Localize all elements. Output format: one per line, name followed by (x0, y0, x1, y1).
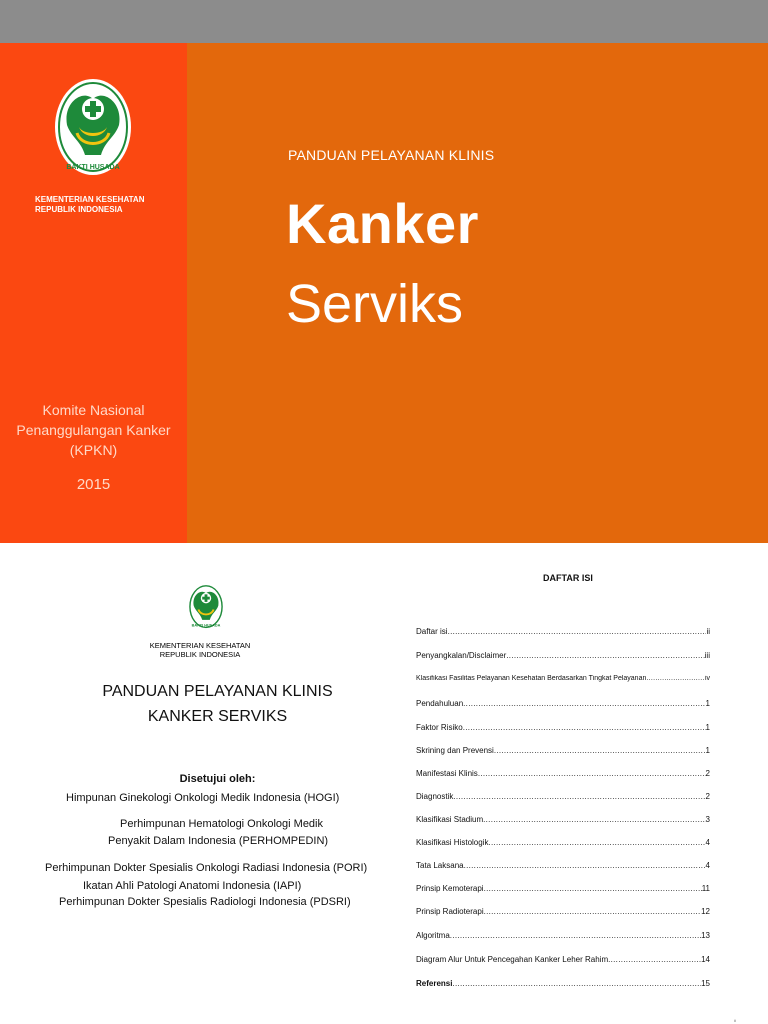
toc-leader (478, 769, 706, 778)
toc-entry-label: Daftar isi (416, 627, 448, 636)
toc-leader (453, 792, 705, 801)
toc-entry[interactable] (416, 699, 710, 708)
toc-entry[interactable] (416, 792, 710, 801)
toc-entry-label: Faktor Risiko (416, 723, 463, 732)
organization-item: Ikatan Ahli Patologi Anatomi Indonesia (IAPI) (83, 880, 302, 892)
toc-entry[interactable] (416, 861, 710, 870)
approved-by-label: Disetujui oleh: (179, 773, 256, 785)
toc-entry-page: 15 (701, 979, 710, 988)
committee-line-1: Komite Nasional (42, 402, 145, 418)
toc-leader (484, 907, 702, 916)
publication-year: 2015 (76, 476, 111, 493)
toc-entry-label: Prinsip Radioterapi (416, 907, 484, 916)
cover-left-panel (0, 43, 187, 543)
ministry-line-2: REPUBLIK INDONESIA (159, 650, 241, 659)
ministry-line-1: KEMENTERIAN KESEHATAN (35, 195, 145, 204)
cover-title-line-1: Kanker (286, 192, 479, 255)
toc-entry[interactable] (416, 931, 710, 940)
toc-entry-label: Diagnostik (416, 792, 454, 801)
toc-entry[interactable] (416, 979, 710, 988)
organization-item: Penyakit Dalam Indonesia (PERHOMPEDIN) (108, 835, 329, 847)
toc-entry-page: 2 (705, 769, 710, 778)
toc-entry-label: Tata Laksana (416, 861, 464, 870)
toc-entry-label: Skrining dan Prevensi (416, 746, 494, 755)
toc-entry-label: Klasifikasi Stadium (416, 815, 484, 824)
toc-leader (463, 699, 705, 708)
committee-name (0, 400, 187, 460)
toc-entry-page: 14 (701, 955, 710, 964)
toc-leader (483, 815, 705, 824)
title-page (0, 543, 400, 1024)
ministry-line-1: KEMENTERIAN KESEHATAN (149, 641, 251, 650)
toc-entry-label: Diagram Alur Untuk Pencegahan Kanker Leher Rahim (416, 955, 609, 964)
heading-line-1: PANDUAN PELAYANAN KLINIS (102, 683, 333, 700)
toc-entry-label: Prinsip Kemoterapi (416, 884, 484, 893)
cover-page (0, 43, 768, 543)
toc-leader (464, 861, 706, 870)
toc-leader (506, 651, 704, 660)
toc-entry[interactable] (416, 723, 710, 732)
toc-leader (484, 884, 702, 893)
toc-entry-page: 2 (705, 792, 710, 801)
toc-entry-label: Manifestasi Klinis (416, 769, 478, 778)
toc-entry-label: Penyangkalan/Disclaimer (416, 651, 507, 660)
committee-line-3: (KPKN) (69, 442, 118, 458)
ministry-line-2: REPUBLIK INDONESIA (35, 205, 123, 214)
toc-leader (463, 723, 706, 732)
toc-entry[interactable] (416, 651, 710, 660)
bakti-husada-logo-icon (53, 77, 133, 187)
page-number: ii (734, 1018, 736, 1023)
toc-entry[interactable] (416, 675, 710, 682)
toc-leader (452, 979, 701, 988)
cover-title-line-2: Serviks (286, 274, 464, 334)
bakti-husada-logo-icon (187, 583, 225, 635)
toc-entry[interactable] (416, 769, 710, 778)
toc-entry-page: 4 (705, 861, 710, 870)
toc-leader (646, 675, 705, 682)
toc-entry-page: 1 (705, 699, 710, 708)
toc-leader (448, 627, 707, 636)
toc-entry-label: Klasifikasi Histologik (416, 838, 489, 847)
toc-entry[interactable] (416, 746, 710, 755)
toc-leader (450, 931, 701, 940)
organization-item: Perhimpunan Dokter Spesialis Radiologi Indonesia (PDSRI) (59, 896, 351, 908)
ministry-name (0, 195, 187, 215)
toc-entry-page: 4 (705, 838, 710, 847)
document-heading (0, 679, 435, 729)
toc-entry[interactable] (416, 955, 710, 964)
toc-entry-page: 12 (701, 907, 710, 916)
toc-entry-page: ii (706, 627, 710, 636)
toc-entry-page: 11 (701, 884, 710, 893)
toc-entry-label: Pendahuluan (416, 699, 464, 708)
toc-entry-page: 13 (701, 931, 710, 940)
ministry-name (0, 641, 400, 659)
toc-leader (488, 838, 705, 847)
toc-leader (608, 955, 701, 964)
toc-entry[interactable] (416, 838, 710, 847)
toc-entry-page: iv (704, 675, 710, 682)
heading-line-2: KANKER SERVIKS (147, 708, 288, 725)
toc-entry-page: 1 (705, 746, 710, 755)
logo-text: BAKTI HUSADA (66, 164, 120, 171)
toc-entry-label: Algoritma (416, 931, 450, 940)
toc-title: DAFTAR ISI (543, 573, 593, 583)
logo-text: BAKTI HUSADA (191, 623, 221, 628)
top-bar (0, 0, 768, 43)
toc-entry-page: 3 (705, 815, 710, 824)
cover-subtitle: PANDUAN PELAYANAN KLINIS (288, 147, 495, 163)
toc-entry[interactable] (416, 907, 710, 916)
organization-item: Perhimpunan Dokter Spesialis Onkologi Radiasi Indonesia (PORI) (45, 862, 368, 874)
toc-entry-label: Referensi (416, 979, 453, 988)
organization-item: Himpunan Ginekologi Onkologi Medik Indonesia (HOGI) (66, 792, 340, 804)
toc-entry[interactable] (416, 815, 710, 824)
toc-entry-page: iii (704, 651, 710, 660)
toc-entry-label: Klasifikasi Fasilitas Pelayanan Kesehatan Berdasarkan Tingkat Pelayanan (416, 675, 647, 682)
toc-leader (494, 746, 706, 755)
committee-line-2: Penanggulangan Kanker (16, 422, 171, 438)
toc-entry[interactable] (416, 884, 710, 893)
toc-entry[interactable] (416, 627, 710, 636)
toc-entry-page: 1 (705, 723, 710, 732)
cover-right-panel (187, 43, 768, 543)
organization-item: Perhimpunan Hematologi Onkologi Medik (120, 818, 323, 830)
